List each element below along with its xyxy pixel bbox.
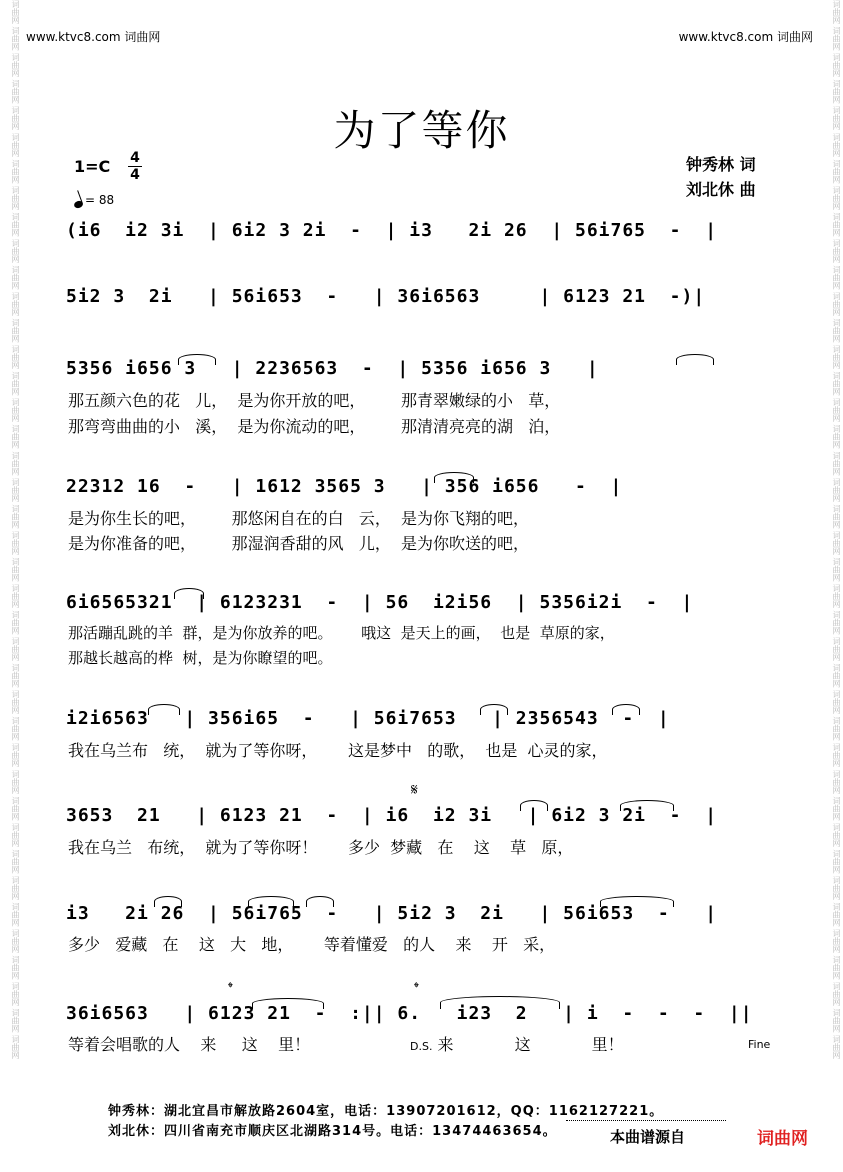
notation-row-5: 6i6565321 | 6123231 - | 56 i2i56 | 5356i2i - | <box>66 592 694 613</box>
lyric-row-8: 多少 爱藏 在 这 大 地， 等着懂爱 的人 来 开 采， <box>68 935 556 954</box>
site-url-right[interactable]: www.ktvc8.com 词曲网 <box>678 30 813 44</box>
notation-row-3: 5356 i656 3 | 2236563 - | 5356 i656 3 | <box>66 358 599 379</box>
slur-mark <box>440 996 560 1009</box>
slur-mark <box>620 800 674 811</box>
time-top: 4 <box>130 150 140 166</box>
slur-mark <box>174 588 204 599</box>
lyricist-credit: 钟秀林 词 <box>686 155 756 174</box>
coda-icon: 𝄌 <box>414 980 419 996</box>
slur-mark <box>154 896 182 907</box>
slur-mark <box>520 800 548 811</box>
segno-icon: 𝄋 <box>411 780 418 799</box>
notation-row-9: 36i6563 | 6123 21 - :|| 6. i23 2 | i - - - || <box>66 1003 753 1024</box>
right-watermark-strip <box>821 0 843 1172</box>
side-watermark-text: 词曲网 词曲网 词曲网 词曲网 词曲网 词曲网 词曲网 词曲网 词曲网 词曲网 词曲网 词曲网 词曲网 词曲网 词曲网 词曲网 词曲网 词曲网 词曲网 词曲网 词曲网 词曲网 词曲网 词曲网 词曲网 词曲网 词曲网 词曲网 词曲网 词曲网 词曲网 词曲网 词曲网 词曲网 词曲网 词曲网 词曲网 词曲网 词曲网 词曲网 <box>11 0 20 1060</box>
site-logo[interactable]: 词曲网 <box>757 1129 808 1149</box>
notation-row-8: i3 2i 26 | 56i765 - | 5i2 3 2i | 56i653 - | <box>66 903 718 924</box>
footer-contact-lyricist: 钟秀林：湖北宜昌市解放路2604室，电话：13907201612，QQ：1162127221。 <box>108 1104 664 1119</box>
side-watermark-text: 词曲网 词曲网 词曲网 词曲网 词曲网 词曲网 词曲网 词曲网 词曲网 词曲网 词曲网 词曲网 词曲网 词曲网 词曲网 词曲网 词曲网 词曲网 词曲网 词曲网 词曲网 词曲网 词曲网 词曲网 词曲网 词曲网 词曲网 词曲网 词曲网 词曲网 词曲网 词曲网 词曲网 词曲网 词曲网 词曲网 词曲网 词曲网 词曲网 词曲网 <box>832 0 841 1060</box>
slur-mark <box>148 704 180 715</box>
tempo-value: = 88 <box>85 193 115 207</box>
time-signature <box>128 150 142 183</box>
footer-contact-composer: 刘北休：四川省南充市顺庆区北湖路314号。电话：13474463654。 <box>108 1124 557 1139</box>
lyric-row-9: 等着会唱歌的人 来 这 里！ <box>68 1035 311 1054</box>
lyric-row-9-tail <box>410 1032 624 1055</box>
notation-row-1: (i6 i2 3i | 6i2 3 2i - | i3 2i 26 | 56i765 - | <box>66 220 718 241</box>
lyric-row-5a: 那活蹦乱跳的羊 群，是为你放养的吧。 哦这 是天上的画， 也是 草原的家， <box>68 624 615 642</box>
lyric-row-4b: 是为你准备的吧， 那湿润香甜的风 儿， 是为你吹送的吧， <box>68 534 530 553</box>
ds-marking: D.S. <box>410 1040 433 1053</box>
notation-row-4: 22312 16 - | 1612 3565 3 | 356 i656 - | <box>66 476 623 497</box>
song-title: 为了等你 <box>333 106 510 155</box>
lyric-row-6: 我在乌兰布 统， 就为了等你呀， 这是梦中 的歌， 也是 心灵的家， <box>68 741 608 760</box>
lyric-row-5b: 那越长越高的桦 树，是为你瞭望的吧。 <box>68 649 333 667</box>
lyric-row-3b: 那弯弯曲曲的小 溪， 是为你流动的吧， 那清清亮亮的湖 泊， <box>68 417 561 436</box>
left-watermark-strip <box>0 0 22 1172</box>
key-signature: 1=C <box>74 157 111 176</box>
composer-credit: 刘北休 曲 <box>686 180 756 199</box>
lyric-row-3a: 那五颜六色的花 儿， 是为你开放的吧， 那青翠嫩绿的小 草， <box>68 391 561 410</box>
slur-mark <box>612 704 640 715</box>
quarter-note-icon <box>73 200 84 210</box>
tempo-marking <box>74 193 114 208</box>
slur-mark <box>434 472 474 483</box>
slur-mark <box>306 896 334 907</box>
footer-divider <box>566 1120 726 1121</box>
slur-mark <box>252 998 324 1009</box>
notation-row-2: 5i2 3 2i | 56i653 - | 36i6563 | 6123 21 -)| <box>66 286 706 307</box>
slur-mark <box>480 704 508 715</box>
notation-row-7: 3653 21 | 6123 21 - | i6 i2 3i | 6i2 3 2i - | <box>66 805 718 826</box>
lyric-row-4a: 是为你生长的吧， 那悠闲自在的白 云， 是为你飞翔的吧， <box>68 509 530 528</box>
slur-mark <box>178 354 216 365</box>
slur-mark <box>248 896 294 907</box>
lyric-row-7: 我在乌兰 布统， 就为了等你呀！ 多少 梦藏 在 这 草 原， <box>68 838 574 857</box>
lyric-tail: 来 这 里！ <box>437 1035 624 1054</box>
time-bottom: 4 <box>130 167 140 183</box>
notation-row-6: i2i6563 | 356i65 - | 56i7653 | 2356543 - | <box>66 708 670 729</box>
slur-mark <box>676 354 714 365</box>
coda-icon: 𝄌 <box>228 980 233 996</box>
site-url-left[interactable]: www.ktvc8.com 词曲网 <box>26 30 161 44</box>
source-label: 本曲谱源自 <box>610 1128 686 1146</box>
slur-mark <box>600 896 674 907</box>
fine-marking: Fine <box>748 1038 771 1051</box>
